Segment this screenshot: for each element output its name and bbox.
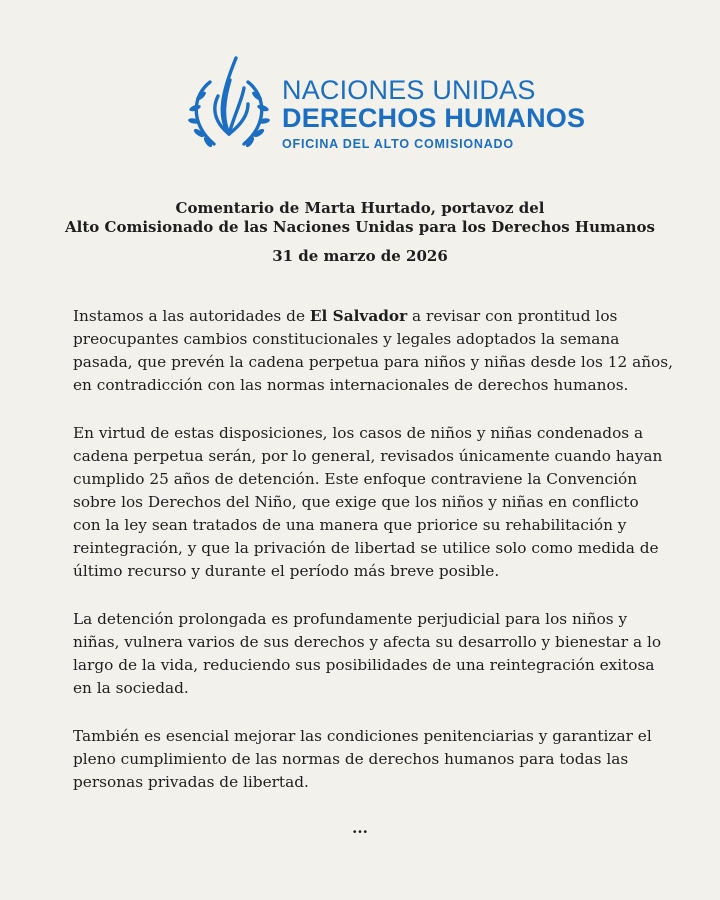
paragraph-line: largo de la vida, reduciendo sus posibilidades de una reintegración exitosa (73, 656, 655, 674)
paragraph-1 (73, 305, 673, 397)
paragraph-line: La detención prolongada es profundamente perjudicial para los niños y (73, 610, 628, 628)
paragraph-line: cumplido 25 años de detención. Este enfoque contraviene la Convención (73, 470, 638, 488)
text-segment: a revisar con prontitud los (407, 307, 618, 325)
closing-ellipsis: ... (352, 819, 368, 837)
paragraph-line: personas privadas de libertad. (73, 773, 309, 791)
paragraph-4 (73, 725, 673, 794)
paragraph-line (73, 305, 673, 328)
statement-heading-line2: Alto Comisionado de las Naciones Unidas para los Derechos Humanos (65, 218, 655, 236)
paragraph-line: En virtud de estas disposiciones, los casos de niños y niñas condenados a (73, 424, 644, 442)
paragraph-line: reintegración, y que la privación de libertad se utilice solo como medida de (73, 539, 659, 557)
paragraph-3 (73, 608, 673, 700)
paragraph-line: con la ley sean tratados de una manera que priorice su rehabilitación y (73, 516, 627, 534)
country-name: El Salvador (309, 307, 408, 325)
paragraph-line: cadena perpetua serán, por lo general, revisados únicamente cuando hayan (73, 447, 663, 465)
paragraph-line: pasada, que prevén la cadena perpetua para niños y niñas desde los 12 años, (73, 353, 673, 371)
logo-wordmark (282, 76, 585, 151)
paragraph-line: niñas, vulnera varios de sus derechos y afecta su desarrollo y bienestar a lo (73, 633, 662, 651)
paragraph-line: en la sociedad. (73, 679, 189, 697)
logo-line-derechos-humanos: DERECHOS HUMANOS (282, 103, 586, 133)
text-segment: Instamos a las autoridades de (73, 307, 310, 325)
logo-line-naciones-unidas: NACIONES UNIDAS (282, 75, 536, 105)
paragraph-line: sobre los Derechos del Niño, que exige que los niños y niñas en conflicto (73, 493, 639, 511)
paragraph-line: preocupantes cambios constitucionales y legales adoptados la semana (73, 330, 620, 348)
logo-line-oficina: OFICINA DEL ALTO COMISIONADO (282, 137, 514, 151)
paragraph-line: pleno cumplimiento de las normas de derechos humanos para todas las (73, 750, 629, 768)
statement-heading-line1: Comentario de Marta Hurtado, portavoz del (175, 199, 545, 217)
un-laurel-flame-icon (184, 52, 274, 157)
paragraph-line: También es esencial mejorar las condiciones penitenciarias y garantizar el (73, 727, 652, 745)
ohchr-logo (184, 52, 586, 162)
statement-date: 31 de marzo de 2026 (272, 247, 448, 265)
paragraph-line: en contradicción con las normas internacionales de derechos humanos. (73, 376, 629, 394)
paragraph-line: último recurso y durante el período más breve posible. (73, 562, 500, 580)
paragraph-2 (73, 422, 673, 583)
